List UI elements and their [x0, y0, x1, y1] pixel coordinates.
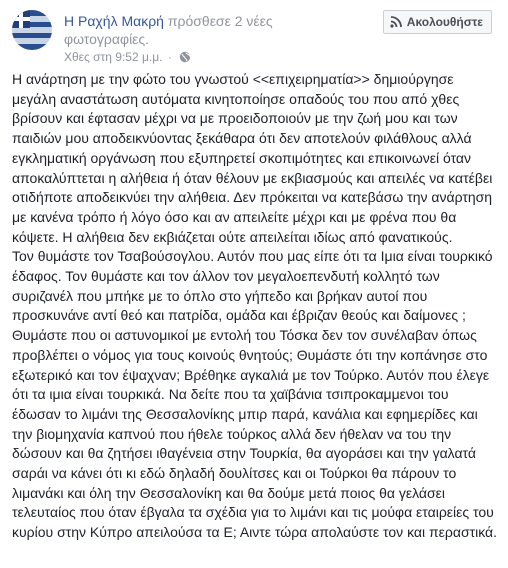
- follow-button-label: Ακολουθήστε: [406, 15, 483, 29]
- post-timestamp-link[interactable]: Χθες στη 9:52 μ.μ.: [64, 50, 163, 64]
- post-header: [12, 8, 496, 64]
- rss-icon: [390, 16, 402, 28]
- meta-separator: ·: [167, 50, 172, 64]
- follow-button[interactable]: [383, 10, 492, 34]
- avatar-image: [12, 10, 52, 50]
- post-text: [12, 70, 500, 543]
- avatar[interactable]: [12, 10, 52, 50]
- post-paragraph: Τον θυμάστε τον Τσαβούσογλου. Αυτόν που μας είπε ότι τα Ιμια είναι τουρκικό έδαφος. Τον θυμάστε και τον άλλον τον μεγαλοεπενδυτή κολλητό των συριζανέλ που μπήκε με το όπλο στο γήπεδο και βρήκαν αυτοί που προσκυνάνε αντί θεό και πατρίδα, ομάδα και έβριζαν θεούς και δαίμονες ; Θυμάστε που οι αστυνομικοί με εντολή του Τόσκα δεν τον συνέλαβαν όπως προβλέπει ο νόμος για τους κοινούς θνητούς; Θυμάστε ότι την κοπάνησε στο εξωτερικό και τον έψαχναν; Βρέθηκε αγκαλιά με τον Τούρκο. Αυτόν που έλεγε ότι τα ιμια είναι τουρκικά. Να δείτε που τα χαϊβάνια τσιπροκαμμενοι του έδωσαν το λιμάνι της Θεσσαλονίκης μπιρ παρά, κανάλια και εφημερίδες και την βιομηχανία καπνού που ήθελε τούρκος αλλά δεν ήθελαν να του την δώσουν και θα ζητήσει ιθαγένεια στην Τουρκία, θα αγοράσει και την γαλατά σαράι να κάνει ότι κι εδώ δηλαδή δουλίτσες και οι Τούρκοι θα πάρουν το λιμανάκι και όλη την Θεσσαλονίκη και θα δούμε μετά ποιος θα γελάσει τελευταίος που όταν έβγαλα τα σχέδια για το λιμάνι και τις μούφα εταιρείες του κυρίου στην Κύπρο απειλούσα τα Ε; Αιντε τώρα απολαύστε τον και περαστικά.: [12, 248, 498, 541]
- post-meta: [64, 50, 191, 64]
- post-action-text: πρόσθεσε 2 νέες φωτογραφίες.: [64, 13, 273, 47]
- post-headline: [64, 12, 354, 48]
- post-paragraph: Η ανάρτηση με την φώτο του γνωστού <<επιχειρηματία>> δημιούργησε μεγάλη αναστάτωση αυτόματα κινητοποίησε οπαδούς του που από χθες βρίσουν και έφτασαν μέχρι να με προειδοποιούν με την ζωή μου και των παιδιών μου αποδεικνύοντας ξεκάθαρα ότι δεν αποτελούν φιλάθλους αλλά εγκληματική οργάνωση που εξυπηρετεί σκοπιμότητες και επικοινωνεί όταν αποκαλύπτεται η αλήθεια ή όταν θέλουν με εκβιασμούς και απειλές να κατέβει οτιδήποτε αποδεικνύει την αλήθεια. Δεν πρόκειται να κατεβάσω την ανάρτηση με κανένα τρόπο ή λόγο όσο και αν απειλείτε μέχρι και με φρένα που θα κόψετε. Η αλήθεια δεν εκβιάζεται ούτε απειλείται ιδίως από φανατικούς.: [12, 71, 497, 245]
- author-name-link[interactable]: Η Ραχήλ Μακρή: [64, 13, 164, 29]
- globe-icon[interactable]: [179, 51, 191, 63]
